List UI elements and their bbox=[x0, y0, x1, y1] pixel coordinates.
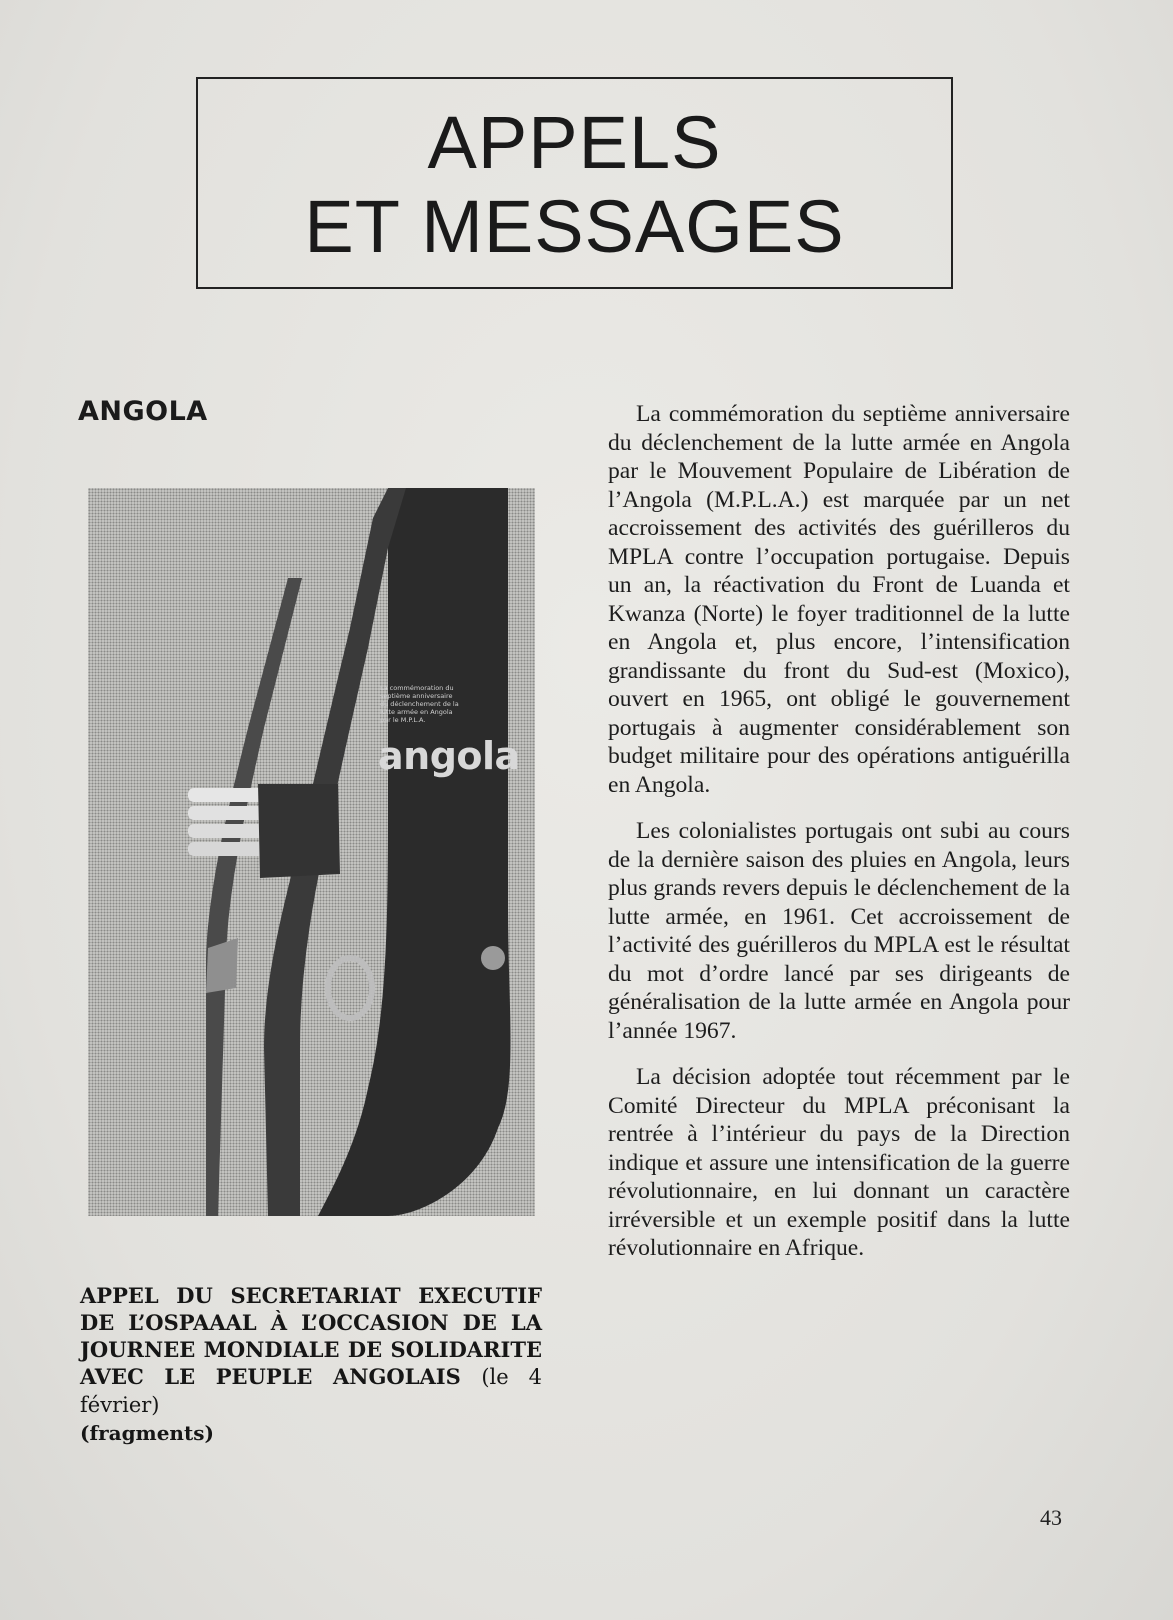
poster-small-line: La commémoration du bbox=[380, 684, 454, 692]
caption-main: APPEL DU SECRETARIAT EXECUTIF DE L’OSPAAAL À L’OCCASION DE LA JOURNEE MONDIALE DE SOLIDARITE AVEC LE PEUPLE ANGOLAIS bbox=[80, 1283, 542, 1389]
article-paragraph-2: Les colonialistes portugais ont subi au cours de la dernière saison des pluies en Angola, leurs plus grands revers depuis le déclenchement de la lutte armée, en 1961. Cet accroissement de l’activité des guérilleros du MPLA est le résultat du mot d’ordre lancé par ses dirigeants de généralisation de la lutte armée en Angola pour l’année 1967. bbox=[608, 818, 1070, 1044]
poster-small-line: du déclenchement de la bbox=[380, 700, 459, 708]
poster-trigger-guard bbox=[328, 958, 372, 1018]
poster-small-line: par le M.P.L.A. bbox=[380, 716, 426, 724]
poster-small-text bbox=[380, 684, 535, 724]
poster-illustration bbox=[88, 488, 535, 1216]
caption-date: (le 4 février) bbox=[80, 1365, 543, 1417]
poster-small-line: lutte armée en Angola bbox=[380, 708, 453, 716]
caption bbox=[80, 1282, 542, 1447]
angola-poster-image bbox=[88, 488, 535, 1216]
poster-hand-shadow bbox=[258, 784, 340, 878]
article-paragraph-3: La décision adoptée tout récemment par le Comité Directeur du MPLA préconisant la rentrée à l’intérieur du pays de la Direction indique et assure une intensification de la guerre révolutionnaire, en lui donnant un caractère irréversible et un exemple positif dans la lutte révolutionnaire en Afrique. bbox=[608, 1064, 1070, 1261]
article-column bbox=[608, 400, 1070, 1281]
poster-word-angola: angola bbox=[378, 734, 520, 778]
section-heading: ANGOLA bbox=[78, 396, 208, 427]
caption-sub: (fragments) bbox=[80, 1421, 214, 1445]
article-paragraph-1: La commémoration du septième anniversaire du déclenchement de la lutte armée en Angola par le Mouvement Populaire de Libération de l’Angola (M.P.L.A.) est marquée par un net accroissement des activités des guérilleros du MPLA contre l’occupation portugaise. Depuis un an, la réactivation du Front de Luanda et Kwanza (Norte) le foyer traditionnel de la lutte en Angola et, plus encore, l’intensification grandissante du front du Sud-est (Moxico), ouvert en 1965, ont obligé le gouvernement portugais à augmenter considérablement son budget militaire pour des opérations antiguérilla en Angola. bbox=[608, 401, 1070, 798]
poster-sling-ring bbox=[481, 946, 505, 970]
title-box bbox=[196, 77, 953, 289]
title-line-1: APPELS bbox=[427, 101, 722, 184]
poster-dark-band bbox=[318, 488, 511, 1216]
title-line-2: ET MESSAGES bbox=[304, 185, 845, 268]
poster-small-line: septième anniversaire bbox=[380, 692, 453, 700]
page-number: 43 bbox=[1040, 1505, 1062, 1530]
